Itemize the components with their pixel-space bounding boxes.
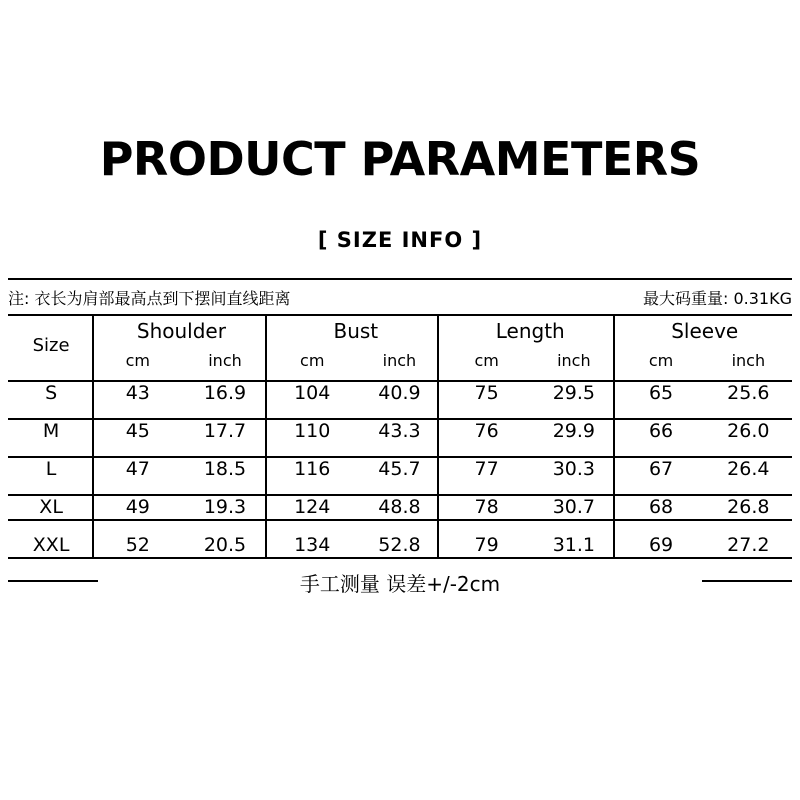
cell-shoulder-cm: 52	[125, 534, 150, 556]
cell-size: M	[42, 420, 60, 442]
header-shoulder-inch: inch	[208, 350, 242, 370]
header-length: Length	[495, 319, 565, 343]
header-sleeve: Sleeve	[671, 319, 739, 343]
page-subtitle: [ SIZE INFO ]	[317, 228, 483, 252]
header-length-cm: cm	[474, 350, 499, 370]
cell-sleeve-inch: 25.6	[727, 382, 770, 404]
cell-shoulder-cm: 45	[125, 420, 150, 442]
cell-sleeve-cm: 66	[648, 420, 674, 442]
cell-length-cm: 75	[474, 382, 499, 404]
header-bust-inch: inch	[382, 350, 417, 370]
table-row	[8, 412, 792, 450]
cell-shoulder-inch: 18.5	[203, 458, 247, 480]
cell-shoulder-cm: 43	[125, 382, 150, 404]
size-table	[8, 316, 792, 564]
table-header-groups	[8, 316, 792, 346]
cell-bust-inch: 45.7	[378, 458, 421, 480]
table-row	[8, 450, 792, 488]
cell-sleeve-inch: 26.8	[727, 496, 770, 518]
cell-size: XXL	[32, 534, 70, 556]
table-row	[8, 526, 792, 564]
note-row	[8, 284, 792, 310]
cell-bust-cm: 110	[294, 420, 331, 442]
cell-length-inch: 31.1	[552, 534, 595, 556]
cell-shoulder-cm: 47	[125, 458, 150, 480]
cell-shoulder-inch: 19.3	[203, 496, 247, 518]
cell-length-cm: 77	[474, 458, 499, 480]
header-shoulder: Shoulder	[136, 319, 226, 343]
cell-bust-cm: 104	[294, 382, 331, 404]
page-title: PRODUCT PARAMETERS	[99, 132, 701, 186]
cell-bust-inch: 48.8	[378, 496, 421, 518]
cell-size: L	[45, 458, 57, 480]
cell-shoulder-inch: 16.9	[203, 382, 247, 404]
cell-sleeve-cm: 67	[648, 458, 674, 480]
cell-length-inch: 29.5	[552, 382, 595, 404]
cell-bust-inch: 43.3	[378, 420, 421, 442]
cell-shoulder-inch: 17.7	[203, 420, 247, 442]
header-bust: Bust	[333, 319, 379, 343]
cell-length-inch: 30.7	[552, 496, 595, 518]
cell-bust-cm: 134	[294, 534, 331, 556]
cell-sleeve-inch: 26.4	[727, 458, 770, 480]
cell-length-cm: 79	[474, 534, 499, 556]
cell-length-cm: 76	[474, 420, 499, 442]
cell-sleeve-inch: 27.2	[727, 534, 770, 556]
cell-bust-inch: 52.8	[378, 534, 421, 556]
table-row	[8, 374, 792, 412]
header-sleeve-inch: inch	[731, 350, 766, 370]
cell-length-inch: 29.9	[552, 420, 595, 442]
table-row	[8, 488, 792, 526]
cell-shoulder-inch: 20.5	[203, 534, 247, 556]
table-header-units	[8, 346, 792, 374]
header-shoulder-cm: cm	[125, 350, 150, 370]
measurement-tolerance-note: 手工测量 误差+/-2cm	[299, 572, 501, 596]
cell-length-cm: 78	[474, 496, 499, 518]
cell-length-inch: 30.3	[552, 458, 595, 480]
header-length-inch: inch	[557, 350, 591, 370]
cell-sleeve-cm: 69	[648, 534, 674, 556]
cell-size: S	[45, 382, 58, 404]
cell-sleeve-inch: 26.0	[727, 420, 770, 442]
header-bust-cm: cm	[300, 350, 325, 370]
cell-bust-inch: 40.9	[378, 382, 421, 404]
cell-bust-cm: 124	[294, 496, 331, 518]
cell-shoulder-cm: 49	[125, 496, 150, 518]
max-size-weight: 最大码重量: 0.31KG	[643, 288, 792, 308]
size-table-wrap	[8, 316, 792, 564]
header-sleeve-cm: cm	[648, 350, 674, 370]
measurement-note: 注: 衣长为肩部最高点到下摆间直线距离	[8, 288, 291, 308]
cell-bust-cm: 116	[294, 458, 331, 480]
cell-size: XL	[39, 496, 63, 518]
header-size: Size	[32, 334, 70, 356]
cell-sleeve-cm: 65	[648, 382, 674, 404]
rule-top	[8, 278, 792, 280]
cell-sleeve-cm: 68	[648, 496, 674, 518]
